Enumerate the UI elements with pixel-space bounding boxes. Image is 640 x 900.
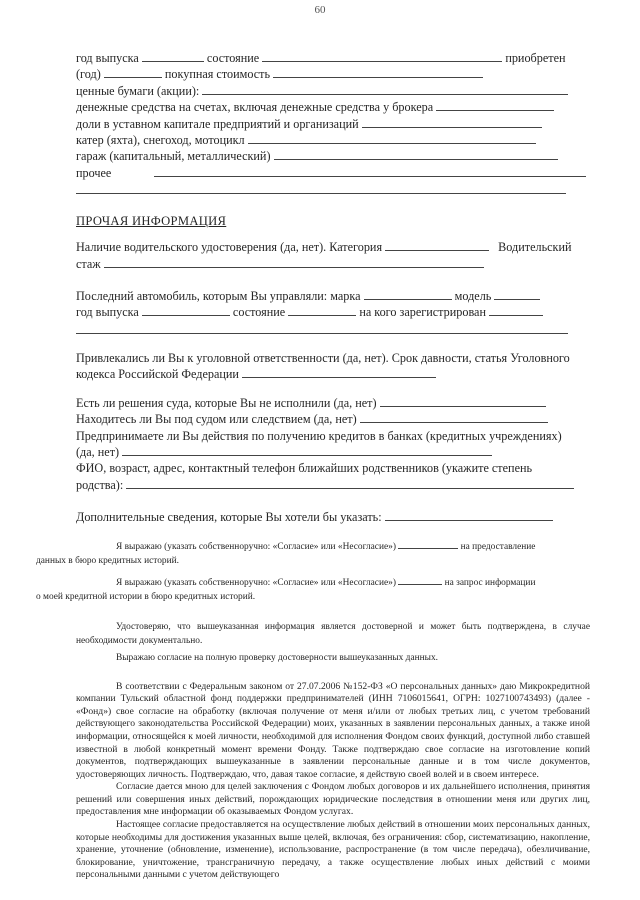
label-driving: Водительский — [498, 240, 572, 255]
field-purchase-price[interactable] — [273, 67, 483, 78]
label-garage: гараж (капитальный, металлический) — [76, 149, 271, 164]
field-other-extra[interactable] — [76, 181, 566, 194]
label-loans-answer: (да, нет) — [76, 444, 120, 459]
field-car-owner[interactable] — [489, 305, 543, 316]
label-car-model: модель — [454, 289, 492, 304]
form-line-cash — [76, 99, 590, 115]
field-boat[interactable] — [248, 133, 536, 144]
form-line-relatives — [76, 460, 590, 476]
label-year-paren: (год) — [76, 67, 101, 82]
label-shares: доли в уставном капитале предприятий и организаций — [76, 116, 359, 131]
legal-paragraph-2: Согласие дается мною для целей заключения с Фондом любых договоров и их дальнейшего исполнения, принятия решений или совершения иных действий, порождающих юридические последствия в отношении меня или других лиц, предоставления мне информации об оказываемых Фондом услугах. — [76, 781, 590, 818]
form-line-purchase — [76, 66, 590, 82]
form-line-criminal — [76, 350, 590, 366]
page-number: 60 — [314, 4, 326, 16]
consent-p2-text: Я выражаю (указать собственноручно: «Согласие» или «Несогласие») — [116, 577, 396, 588]
label-additional: Дополнительные сведения, которые Вы хотели бы указать: — [76, 510, 382, 525]
form-line-relatives-answer — [76, 477, 590, 493]
label-car-year: год выпуска — [76, 305, 139, 320]
form-line-additional — [76, 509, 590, 525]
field-condition[interactable] — [262, 51, 502, 62]
section-heading-other-info: ПРОЧАЯ ИНФОРМАЦИЯ — [76, 214, 227, 229]
form-line-license — [76, 239, 590, 255]
form-content — [36, 50, 590, 882]
form-line-vehicle-year — [76, 50, 590, 66]
legal-paragraph-1: В соответствии с Федеральным законом от 27.07.2006 №152-ФЗ «О персональных данных» даю Микрокредитной компании Тульский областной фонд поддержки предпринимателей (ИНН 7106015641, ОГРН: 1027100743493) (далее - «Фонд») свое согласие на обработку (включая получение от меня и/или от любых третьих лиц, с учетом требований действующего законодательства Российской Федерации) моих, указанных в заявлении персональных данных, а также иной информации, относящейся к моей личности, необходимой для исполнения Фондом своих функций, доступной либо ставшей известной в любой конкретный момент времени Фонду. Также подтверждаю свое согласие на изготовление копий документов, подтверждающих вышеуказанные в заявлении персональные данные и в том числе документов, удостоверяющих личность. Подтверждаю, что, давая такое согласие, я действую своей волей и в своем интересе. — [76, 680, 590, 780]
certify-paragraph: Удостоверяю, что вышеуказанная информация является достоверной и может быть подтверждена, в случае необходимости документально. — [76, 621, 590, 646]
label-acquired: приобретен — [505, 51, 566, 65]
form-line-experience — [76, 256, 590, 272]
field-car-year[interactable] — [142, 305, 230, 316]
field-relatives[interactable] — [126, 478, 574, 489]
label-relatives: ФИО, возраст, адрес, контактный телефон ближайших родственников (укажите степень — [76, 461, 533, 476]
form-line-boat — [76, 132, 590, 148]
consent-p2-cont: о моей кредитной истории в бюро кредитных историй. — [36, 591, 256, 602]
form-line-shares — [76, 116, 590, 132]
consent-p1-end: на предоставление — [460, 541, 536, 552]
field-cash[interactable] — [436, 100, 554, 111]
consent-credit-bureau-provide — [36, 538, 590, 568]
form-line-loans — [76, 428, 590, 444]
field-car-brand[interactable] — [364, 289, 452, 300]
field-trial[interactable] — [360, 412, 548, 423]
field-license-category[interactable] — [385, 240, 489, 251]
label-criminal-code: кодекса Российской Федерации — [76, 367, 239, 382]
field-securities[interactable] — [202, 84, 568, 95]
label-relatives-answer: родства): — [76, 477, 124, 492]
label-trial: Находитесь ли Вы под судом или следствием (да, нет) — [76, 412, 357, 427]
form-line-other — [76, 165, 590, 181]
verify-paragraph: Выражаю согласие на полную проверку достоверности вышеуказанных данных. — [116, 652, 438, 663]
form-line-garage — [76, 148, 590, 164]
form-line-court — [76, 395, 590, 411]
form-line-criminal-code — [76, 366, 590, 382]
label-boat: катер (яхта), снегоход, мотоцикл — [76, 133, 245, 148]
label-loans: Предпринимаете ли Вы действия по получению кредитов в банках (кредитных учреждениях) — [76, 428, 562, 443]
form-line-last-car — [76, 288, 590, 304]
field-acquired-year[interactable] — [104, 67, 162, 78]
label-condition: состояние — [206, 51, 260, 65]
form-line-trial — [76, 411, 590, 427]
label-securities: ценные бумаги (акции): — [76, 83, 200, 98]
field-year[interactable] — [142, 51, 204, 62]
field-car-condition[interactable] — [288, 305, 356, 316]
label-court: Есть ли решения суда, которые Вы не исполнили (да, нет) — [76, 395, 377, 410]
field-other[interactable] — [154, 166, 586, 177]
consent-credit-bureau-request — [36, 574, 590, 604]
label-car-owner: на кого зарегистрирован — [359, 305, 486, 320]
field-criminal[interactable] — [242, 367, 436, 378]
field-consent-request[interactable] — [398, 574, 442, 585]
label-car-condition: состояние — [232, 305, 286, 320]
label-criminal: Привлекались ли Вы к уголовной ответственности (да, нет). Срок давности, статья Уголовного — [76, 350, 570, 365]
label-license: Наличие водительского удостоверения (да, нет). Категория — [76, 240, 383, 255]
field-experience[interactable] — [104, 257, 484, 268]
label-car-brand: Последний автомобиль, которым Вы управляли: марка — [76, 289, 361, 304]
consent-p2-end: на запрос информации — [444, 577, 536, 588]
form-line-car-details — [76, 304, 590, 320]
field-car-model[interactable] — [494, 289, 540, 300]
label-experience: стаж — [76, 256, 101, 271]
label-other: прочее — [76, 165, 112, 180]
consent-p1-cont: данных в бюро кредитных историй. — [36, 555, 179, 566]
form-line-loans-answer — [76, 444, 590, 460]
field-loans[interactable] — [122, 445, 492, 456]
legal-paragraph-3: Настоящее согласие предоставляется на осуществление любых действий в отношении моих персональных данных, которые необходимы для достижения указанных выше целей, включая, без ограничения: сбор, систематизацию, накопление, хранение, уточнение (обновление, изменение), использование, распространение (в том числе передача), обезличивание, блокирование, уничтожение, трансграничную передачу, а также осуществление любых иных действий с моими персональными данными с учетом действующего — [76, 819, 590, 881]
field-car-extra[interactable] — [76, 321, 568, 334]
label-purchase-price: покупная стоимость — [164, 67, 271, 82]
field-consent-provide[interactable] — [398, 538, 458, 549]
label-year: год выпуска — [76, 51, 139, 65]
consent-p1-text: Я выражаю (указать собственноручно: «Согласие» или «Несогласие») — [116, 541, 396, 552]
field-court[interactable] — [380, 396, 546, 407]
field-garage[interactable] — [274, 149, 558, 160]
label-cash: денежные средства на счетах, включая денежные средства у брокера — [76, 100, 434, 115]
field-shares[interactable] — [362, 117, 542, 128]
form-line-securities — [76, 83, 590, 99]
field-additional[interactable] — [385, 510, 553, 521]
